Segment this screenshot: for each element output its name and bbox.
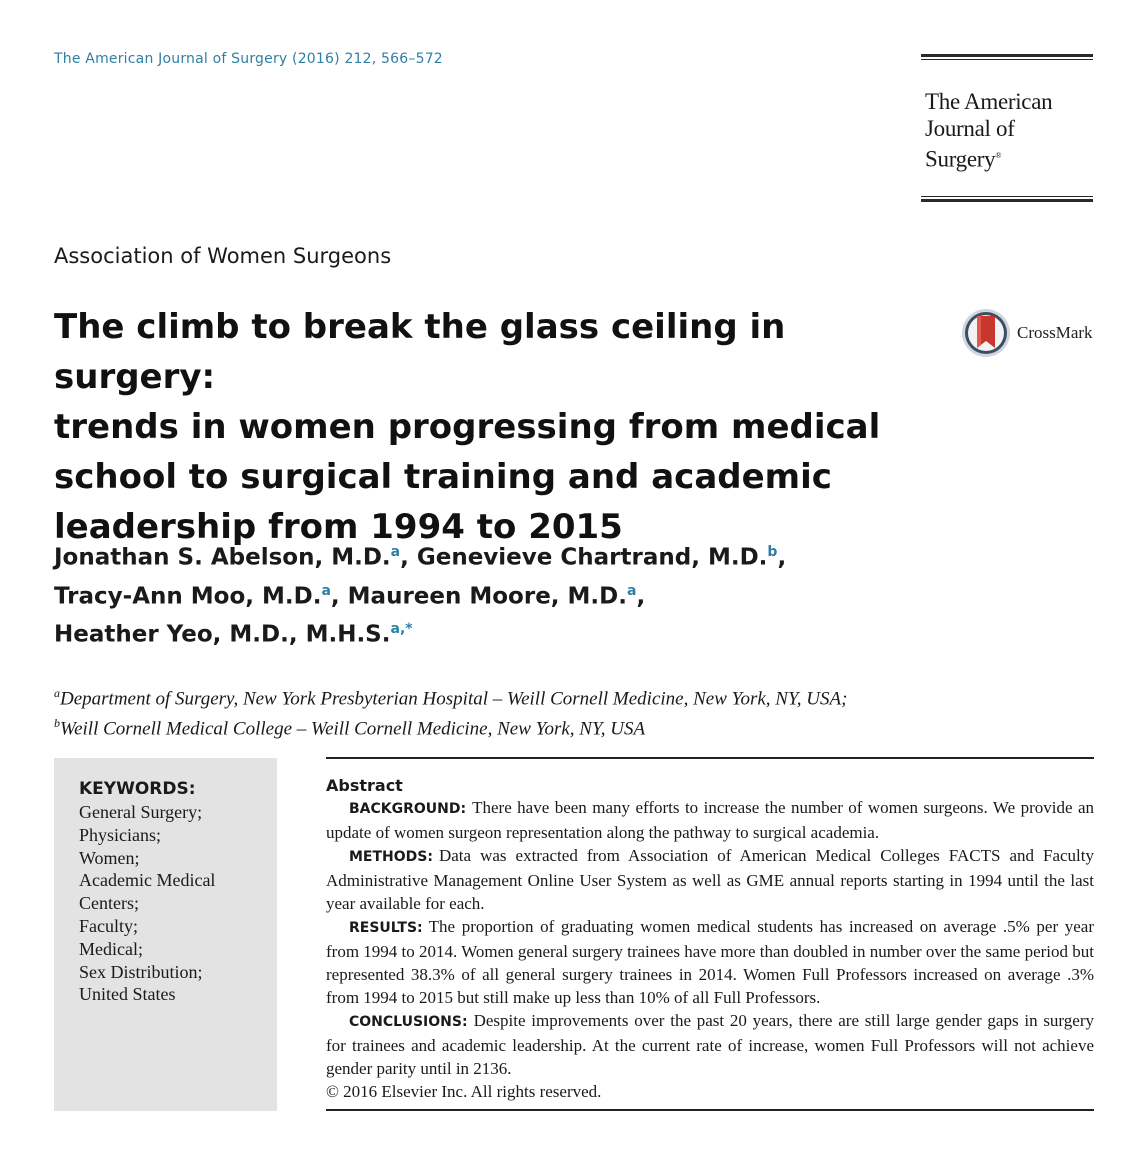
author-name: Heather Yeo, M.D., M.H.S. (54, 621, 391, 648)
registered-mark: ® (995, 151, 1002, 160)
masthead-top-rule (921, 54, 1093, 57)
abstract-box (326, 757, 1094, 1111)
title-line: The climb to break the glass ceiling in surgery: (54, 307, 786, 397)
crossmark-badge[interactable] (961, 308, 1093, 358)
keyword-line: Physicians; (79, 824, 162, 845)
keyword-line: Women; (79, 847, 140, 868)
abstract-section-label: RESULTS: (349, 920, 423, 936)
journal-name-line-2: Journal of Surgery (925, 116, 1015, 172)
title-line: school to surgical training and academic (54, 457, 832, 497)
keyword-line: Academic Medical (79, 870, 216, 891)
author-affiliation-mark[interactable]: b (767, 544, 778, 560)
author-separator: , (777, 544, 787, 571)
author-separator: , (400, 544, 417, 571)
journal-name-line-1: The American (925, 89, 1053, 114)
abstract-methods (326, 844, 1094, 915)
abstract-background (326, 796, 1094, 844)
crossmark-label: CrossMark (1017, 323, 1093, 342)
keyword-line: Centers; (79, 893, 139, 914)
abstract-section-label: BACKGROUND: (349, 801, 467, 817)
affiliation-mark: a (54, 686, 60, 700)
abstract-section-text: The proportion of graduating women medical students has increased on average .5% per year from 1994 to 2014. Women general surgery trainees have more than doubled in number over the same period but represented 38.3% of all general surgery trainees in 2014. Women Full Professors increased on average .3% from 1994 to 2015 but still make up less than 10% of all Full Professors. (326, 917, 1094, 1007)
abstract-section-text: Despite improvements over the past 20 years, there are still large gender gaps in surgery for trainees and academic leadership. At the current rate of increase, women Full Professors will not achieve gender parity until in 2136. (326, 1011, 1094, 1078)
keywords-list (79, 801, 277, 1006)
abstract-section-text: Data was extracted from Association of American Medical Colleges FACTS and Faculty Administrative Management Online User System as well as GME annual reports starting in 1994 until the last year available for each. (326, 846, 1094, 913)
abstract-results (326, 915, 1094, 1009)
author-affiliation-mark[interactable]: a (321, 582, 331, 599)
author-name: Genevieve Chartrand, M.D. (416, 544, 768, 571)
title-line: leadership from 1994 to 2015 (54, 507, 623, 547)
crossmark-icon (961, 308, 1011, 358)
keyword-line: Medical; (79, 938, 143, 959)
affiliation-mark: b (54, 716, 60, 731)
keywords-heading: KEYWORDS: (79, 779, 196, 799)
affiliation-line (54, 681, 847, 711)
masthead-bottom-thin-rule (921, 196, 1093, 197)
section-label: Association of Women Surgeons (54, 244, 392, 268)
keyword-line: General Surgery; (79, 802, 203, 822)
keywords-box (54, 758, 277, 1111)
journal-masthead (921, 54, 1093, 202)
author-separator: , (330, 583, 348, 610)
abstract-section-text: There have been many efforts to increase the number of women surgeons. We provide an update of women surgeon representation along the pathway to surgical academia. (326, 798, 1094, 842)
journal-logo-text (921, 60, 1093, 196)
affiliation-text: Weill Cornell Medical College – Weill Cornell Medicine, New York, NY, USA (60, 718, 646, 740)
affiliations (54, 681, 847, 742)
abstract-section-label: METHODS: (349, 849, 433, 865)
affiliation-text: Department of Surgery, New York Presbyterian Hospital – Weill Cornell Medicine, New York, NY, USA; (60, 688, 848, 710)
journal-citation: The American Journal of Surgery (2016) 212, 566–572 (54, 51, 443, 67)
author-separator: , (636, 583, 646, 610)
article-title (54, 302, 934, 552)
author-name: Tracy-Ann Moo, M.D. (54, 583, 322, 610)
masthead-bottom-rule (921, 199, 1093, 202)
copyright-notice: © 2016 Elsevier Inc. All rights reserved. (326, 1082, 602, 1101)
keyword-line: Faculty; (79, 915, 138, 936)
keyword-line: United States (79, 984, 176, 1005)
author-list (54, 536, 954, 652)
abstract-heading: Abstract (326, 776, 403, 795)
author-affiliation-mark[interactable]: a (627, 582, 637, 599)
author-affiliation-mark[interactable]: a,* (390, 621, 413, 638)
abstract-section-label: CONCLUSIONS: (349, 1014, 468, 1030)
keyword-line: Sex Distribution; (79, 961, 203, 982)
author-affiliation-mark[interactable]: a (390, 544, 401, 560)
title-line: trends in women progressing from medical (54, 407, 881, 447)
affiliation-line (54, 711, 847, 741)
author-name: Maureen Moore, M.D. (347, 583, 627, 610)
abstract-conclusions (326, 1009, 1094, 1080)
author-name: Jonathan S. Abelson, M.D. (54, 544, 391, 571)
